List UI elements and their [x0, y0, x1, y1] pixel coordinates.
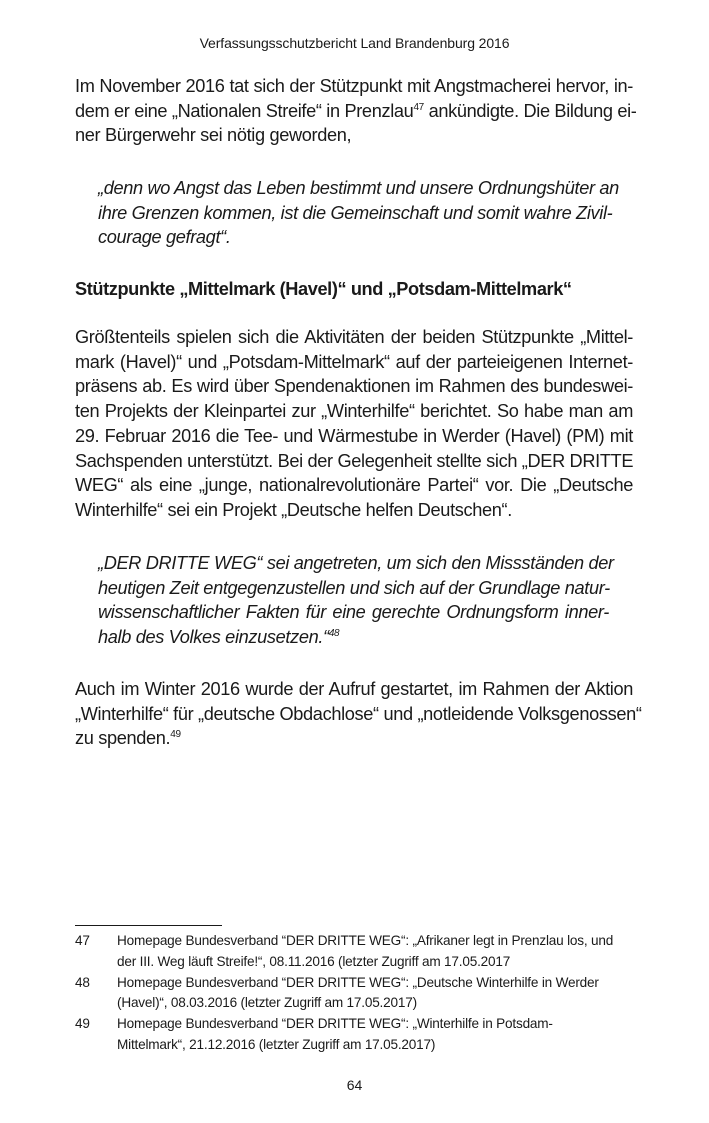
paragraph-line: WEG“ als eine „junge, nationalrevolutionäre Partei“ vor. Die „Deutsche: [75, 475, 633, 496]
quote-dritte-weg: [98, 551, 614, 650]
footnote-number: 48: [75, 974, 90, 990]
running-header: Verfassungsschutzbericht Land Brandenburg 2016: [199, 35, 510, 51]
paragraph-line: Größtenteils spielen sich die Aktivitäten der beiden Stützpunkte „Mittel-: [75, 327, 633, 347]
footnote-line: Mittelmark“, 21.12.2016 (letzter Zugriff am 17.05.2017): [117, 1036, 436, 1052]
paragraph-line: präsens ab. Es wird über Spendenaktionen im Rahmen des bundeswei-: [75, 376, 633, 397]
paragraph-line: Auch im Winter 2016 wurde der Aufruf gestartet, im Rahmen der Aktion: [75, 679, 633, 699]
footnote-line: Homepage Bundesverband “DER DRITTE WEG“: „Winterhilfe in Potsdam-: [117, 1016, 553, 1032]
footnote-number: 47: [75, 933, 90, 948]
paragraph-line: „Winterhilfe“ für „deutsche Obdachlose“ und „notleidende Volksgenossen“: [75, 703, 642, 724]
paragraph-line: [75, 99, 637, 124]
footnote-separator: [75, 925, 222, 926]
quote-line: wissenschaftlicher Fakten für eine gerechte Ordnungsform inner-: [98, 602, 609, 623]
quote-text: halb des Volkes einzusetzen.“: [98, 627, 329, 648]
paragraph-mittelmark: [75, 325, 633, 523]
footnote-line: (Havel)“, 08.03.2016 (letzter Zugriff am 17.05.2017): [117, 995, 417, 1011]
quote-line: „DER DRITTE WEG“ sei angetreten, um sich den Missständen der: [98, 553, 614, 573]
page-number: 64: [346, 1077, 363, 1093]
footnote-line: Homepage Bundesverband “DER DRITTE WEG“: „Deutsche Winterhilfe in Werder: [117, 974, 599, 990]
quote-line: „denn wo Angst das Leben bestimmt und unsere Ordnungshüter an: [98, 178, 619, 198]
paragraph-line: Im November 2016 tat sich der Stützpunkt mit Angstmacherei hervor, in-: [75, 76, 633, 96]
footnote-text: [117, 931, 635, 973]
paragraph-stuetzpunkt-prenzlau: [75, 74, 637, 148]
section-heading: Stützpunkte „Mittelmark (Havel)“ und „Potsdam-Mittelmark“: [75, 279, 572, 299]
paragraph-text: dem er eine „Nationalen Streife“ in Prenzlau: [75, 100, 414, 121]
paragraph-line: Winterhilfe“ sei ein Projekt „Deutsche helfen Deutschen“.: [75, 499, 512, 520]
footnote-text: [117, 1014, 635, 1056]
footnote-ref-47[interactable]: 47: [413, 101, 424, 113]
footnote-number: 49: [75, 1016, 90, 1032]
footnotes: [75, 931, 635, 1056]
paragraph-line: [75, 726, 633, 751]
footnote-47: [75, 931, 635, 973]
quote-line: ihre Grenzen kommen, ist die Gemeinschaft und somit wahre Zivil-: [98, 202, 613, 223]
footnote-48: [75, 973, 635, 1015]
footnote-ref-48[interactable]: 48: [328, 628, 340, 640]
quote-line: courage gefragt“.: [98, 227, 231, 248]
quote-line: [98, 625, 609, 650]
footnote-49: [75, 1014, 635, 1056]
paragraph-line: mark (Havel)“ und „Potsdam-Mittelmark“ auf der parteieigenen Internet-: [75, 351, 633, 372]
footnote-ref-49[interactable]: 49: [170, 729, 181, 741]
paragraph-winterhilfe: [75, 677, 642, 751]
footnote-line: Homepage Bundesverband “DER DRITTE WEG“: „Afrikaner legt in Prenzlau los, und: [117, 933, 614, 948]
quote-angst: [98, 176, 619, 250]
footnote-text: [117, 973, 635, 1015]
paragraph-text: ankündigte. Die Bildung ei-: [423, 100, 637, 121]
paragraph-line: 29. Februar 2016 die Tee- und Wärmestube in Werder (Havel) (PM) mit: [75, 425, 633, 446]
paragraph-line: ner Bürgerwehr sei nötig geworden,: [75, 125, 352, 146]
paragraph-text: zu spenden.: [75, 728, 171, 749]
footnote-line: der III. Weg läuft Streife!“, 08.11.2016 (letzter Zugriff am 17.05.2017: [117, 953, 511, 969]
paragraph-line: Sachspenden unterstützt. Bei der Gelegenheit stellte sich „DER DRITTE: [75, 450, 634, 471]
paragraph-line: ten Projekts der Kleinpartei zur „Winterhilfe“ berichtet. So habe man am: [75, 401, 633, 422]
quote-line: heutigen Zeit entgegenzustellen und sich auf der Grundlage natur-: [98, 577, 610, 598]
